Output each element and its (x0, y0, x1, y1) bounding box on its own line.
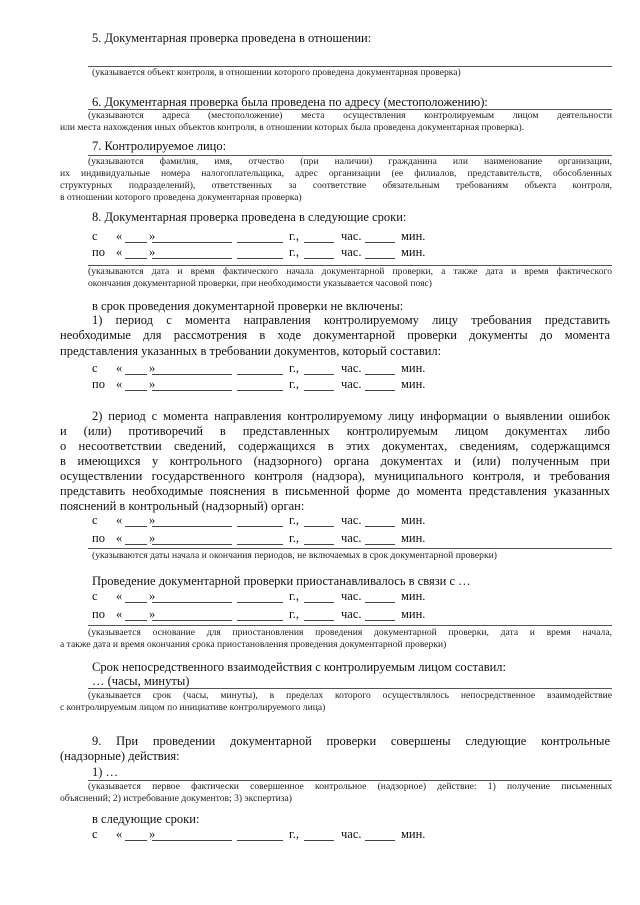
period-2-line: в имеющихся у контрольного (надзорного) органа документах и (или) полученным при (60, 454, 610, 468)
dt-prefix: с (92, 589, 98, 603)
section-9-note-line: (указывается первое фактически совершенное контрольное (надзорное) действие: 1) получение письменных (88, 781, 612, 792)
hour-label: час. (341, 245, 362, 259)
period-2-line: пояснений в контрольный (надзорный) орган: (60, 499, 305, 513)
quote-open: « (116, 531, 123, 545)
hour-field[interactable] (304, 258, 334, 259)
day-field[interactable] (125, 840, 147, 841)
minute-field[interactable] (365, 526, 395, 527)
month-field[interactable] (152, 242, 232, 243)
hour-label: час. (341, 229, 362, 243)
datetime-row (92, 245, 452, 261)
quote-open: « (116, 245, 123, 259)
section-6-heading: 6. Документарная проверка была проведена по адресу (местоположению): (92, 95, 488, 109)
datetime-row (92, 589, 452, 605)
quote-close: » (149, 827, 156, 841)
dt-prefix: по (92, 531, 105, 545)
quote-close: » (149, 361, 156, 375)
section-9-terms: в следующие сроки: (92, 812, 200, 826)
section-8-note-line: (указываются дата и время фактического начала документарной проверки, а также дата и время фактического (88, 266, 612, 277)
interaction-heading: Срок непосредственного взаимодействия с контролируемым лицом составил: (92, 660, 507, 674)
datetime-row (92, 361, 452, 377)
divider (88, 548, 612, 549)
year-label: г., (289, 531, 299, 545)
minute-field[interactable] (365, 258, 395, 259)
minute-field[interactable] (365, 620, 395, 621)
year-field[interactable] (237, 242, 283, 243)
month-field[interactable] (152, 840, 232, 841)
minute-label: мин. (401, 607, 426, 621)
hour-field[interactable] (304, 840, 334, 841)
quote-close: » (149, 513, 156, 527)
hour-label: час. (341, 361, 362, 375)
hour-field[interactable] (304, 526, 334, 527)
section-9-note-line: объяснений; 2) истребование документов; 3) экспертиза) (60, 793, 292, 804)
year-label: г., (289, 607, 299, 621)
hour-field[interactable] (304, 620, 334, 621)
quote-open: « (116, 589, 123, 603)
dt-prefix: с (92, 361, 98, 375)
hour-label: час. (341, 531, 362, 545)
year-field[interactable] (237, 526, 283, 527)
quote-close: » (149, 589, 156, 603)
datetime-row (92, 827, 452, 843)
suspend-note-line: а также дата и время окончания срока приостановления проведения документарной проверки) (60, 639, 447, 650)
period-2-line: и (или) противоречий в представленных контролируемым лицом документах либо (60, 424, 610, 438)
year-label: г., (289, 377, 299, 391)
fill-line[interactable] (88, 688, 612, 689)
period-2-line: 2) период с момента направления контролируемому лицу информации о выявлении ошибок (92, 409, 610, 423)
section-9-heading-line: 9. При проведении документарной проверки совершены следующие контрольные (92, 734, 610, 748)
suspend-heading: Проведение документарной проверки приостанавливалось в связи с … (92, 574, 471, 588)
hour-label: час. (341, 513, 362, 527)
day-field[interactable] (125, 258, 147, 259)
section-7-note-line: структурных подразделений), ответственных за соответствие обязательным требованиям объекта контроля, (60, 180, 612, 191)
day-field[interactable] (125, 374, 147, 375)
minute-label: мин. (401, 361, 426, 375)
year-label: г., (289, 589, 299, 603)
datetime-row (92, 377, 452, 393)
year-field[interactable] (237, 602, 283, 603)
period-1-line: необходимые для рассмотрения в ходе документарной проверки документы до момента (60, 328, 610, 342)
month-field[interactable] (152, 258, 232, 259)
month-field[interactable] (152, 620, 232, 621)
interaction-note-line: с контролируемым лицом по инициативе контролируемого лица) (60, 702, 326, 713)
hour-field[interactable] (304, 390, 334, 391)
hour-label: час. (341, 607, 362, 621)
section-7-heading: 7. Контролируемое лицо: (92, 139, 227, 153)
minute-field[interactable] (365, 374, 395, 375)
excluded-heading: в срок проведения документарной проверки не включены: (92, 299, 404, 313)
period-1-line: представления указанных в требовании документов, который составил: (60, 344, 442, 358)
dt-prefix: с (92, 229, 98, 243)
quote-close: » (149, 531, 156, 545)
month-field[interactable] (152, 544, 232, 545)
quote-open: « (116, 827, 123, 841)
period-2-line: о несоответствии сведений, содержащихся в этих документах, сведениям, содержащимся (60, 439, 610, 453)
month-field[interactable] (152, 390, 232, 391)
hour-field[interactable] (304, 602, 334, 603)
interaction-note-line: (указывается срок (часы, минуты), в пределах которого осуществлялось непосредственное взаимодействие (88, 690, 612, 701)
dt-prefix: по (92, 377, 105, 391)
period-2-line: осуществлении государственного контроля (надзора), муниципального контроля, и требования (60, 469, 610, 483)
year-label: г., (289, 827, 299, 841)
day-field[interactable] (125, 526, 147, 527)
hour-field[interactable] (304, 374, 334, 375)
quote-close: » (149, 607, 156, 621)
year-field[interactable] (237, 374, 283, 375)
section-9-heading-line: (надзорные) действия: (60, 749, 180, 763)
minute-label: мин. (401, 531, 426, 545)
quote-close: » (149, 245, 156, 259)
minute-field[interactable] (365, 602, 395, 603)
section-6-note-line: или места нахождения иных объектов контроля, в отношении которых была проведена документарная проверка). (60, 122, 525, 133)
section-6-note-line: (указываются адреса (местоположение) места осуществления контролируемым лицом деятельности (88, 110, 612, 121)
minute-label: мин. (401, 377, 426, 391)
minute-label: мин. (401, 589, 426, 603)
year-field[interactable] (237, 544, 283, 545)
section-7-note-line: (указываются фамилия, имя, отчество (при наличии) гражданина или наименование организации, (88, 156, 612, 167)
year-label: г., (289, 245, 299, 259)
minute-label: мин. (401, 229, 426, 243)
hour-field[interactable] (304, 242, 334, 243)
quote-close: » (149, 229, 156, 243)
dt-prefix: по (92, 607, 105, 621)
day-field[interactable] (125, 602, 147, 603)
minute-field[interactable] (365, 544, 395, 545)
interaction-value: … (часы, минуты) (92, 674, 190, 688)
datetime-row (92, 607, 452, 623)
minute-field[interactable] (365, 242, 395, 243)
section-7-note-line: в отношении которого проведена документарная проверка) (60, 192, 302, 203)
day-field[interactable] (125, 390, 147, 391)
year-field[interactable] (237, 390, 283, 391)
minute-label: мин. (401, 827, 426, 841)
quote-open: « (116, 377, 123, 391)
year-label: г., (289, 229, 299, 243)
period-2-line: представить необходимые пояснения в письменной форме до момента представления указанных (60, 484, 610, 498)
quote-open: « (116, 513, 123, 527)
section-7-note-line: их индивидуальные номера налогоплательщика, адрес организации (ее филиалов, представительств, обособленных (60, 168, 612, 179)
section-5-note: (указывается объект контроля, в отношении которого проведена документарная проверка) (92, 67, 461, 78)
period-1-line: 1) период с момента направления контролируемому лицу требования представить (92, 313, 610, 327)
day-field[interactable] (125, 242, 147, 243)
minute-label: мин. (401, 513, 426, 527)
section-5-heading: 5. Документарная проверка проведена в отношении: (92, 31, 372, 45)
section-8-heading: 8. Документарная проверка проведена в следующие сроки: (92, 210, 407, 224)
day-field[interactable] (125, 544, 147, 545)
datetime-row (92, 531, 452, 547)
divider (88, 625, 612, 626)
year-label: г., (289, 513, 299, 527)
year-label: г., (289, 361, 299, 375)
year-field[interactable] (237, 840, 283, 841)
hour-label: час. (341, 827, 362, 841)
suspend-note-line: (указывается основание для приостановления проведения документарной проверки, дата и время начала, (88, 627, 612, 638)
month-field[interactable] (152, 374, 232, 375)
hour-label: час. (341, 377, 362, 391)
minute-label: мин. (401, 245, 426, 259)
month-field[interactable] (152, 526, 232, 527)
day-field[interactable] (125, 620, 147, 621)
quote-open: « (116, 361, 123, 375)
datetime-row (92, 229, 452, 245)
datetime-row (92, 513, 452, 529)
section-8-note-line: окончания документарной проверки, при необходимости указывается часовой пояс) (88, 278, 432, 289)
year-field[interactable] (237, 620, 283, 621)
quote-open: « (116, 607, 123, 621)
hour-field[interactable] (304, 544, 334, 545)
quote-open: « (116, 229, 123, 243)
year-field[interactable] (237, 258, 283, 259)
quote-close: » (149, 377, 156, 391)
minute-field[interactable] (365, 390, 395, 391)
month-field[interactable] (152, 602, 232, 603)
dt-prefix: с (92, 513, 98, 527)
periods-note: (указываются даты начала и окончания периодов, не включаемых в срок документарной проверки) (92, 550, 497, 561)
minute-field[interactable] (365, 840, 395, 841)
section-9-item-1: 1) … (92, 765, 119, 779)
hour-label: час. (341, 589, 362, 603)
dt-prefix: с (92, 827, 98, 841)
dt-prefix: по (92, 245, 105, 259)
